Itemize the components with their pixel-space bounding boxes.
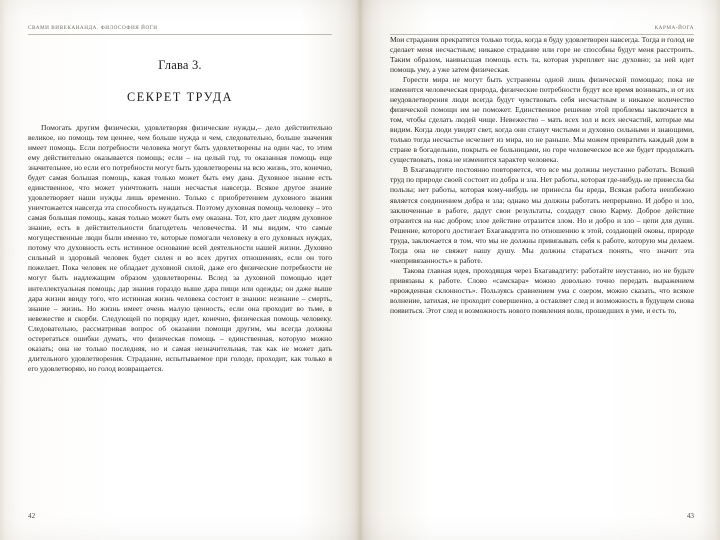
running-head-right: КАРМА-ЙОГА [654,25,694,31]
page-number-right: 43 [686,512,694,520]
body-text-left [28,123,332,374]
paragraph: Помогать другим физически, удовлетворяя физические нужды,– дело действительно великое, но помощь тем ценнее, чем больше нужда и чем, следовательно, больше значения имеет помощь. Если потребности человека могут быть удовлетворены на один час, то этим ему действительно оказывается помощь; если – на целый год, то оказанная помощь еще значительнее, но если его потребности могут быть удовлетворены на всю жизнь, это, конечно, будет самая большая помощь, какая только может быть ему дана. Духовное знание есть единственное, что может уничтожить наши несчастья навсегда. Всякое другое знание удовлетворяет наши нужды лишь временно. Только с приобретением духовного знания уничтожается навсегда эта способность нуждаться. Поэтому духовная помощь человеку – это самая большая помощь, какая только может быть ему оказана. Тот, кто дает людям духовное знание, есть в действительности благодетель человечества. И мы видим, что самые могущественные люди были именно те, которые помогали человеку в его духовных нуждах, потому что духовность есть истинное основание всей деятельности нашей жизни. Духовно сильный и здоровый человек будет силен и во всех других отношениях, если он того пожелает. Пока человек не обладает духовной силой, даже его физические потребности не могут быть надлежащим образом удовлетворены. Вслед за духовной помощью идет интеллектуальная помощь; дар знания гораздо выше дара пищи или одежды; он даже выше дара жизни ввиду того, что истинная жизнь человека состоит в знании: незнание – смерть, знание – жизнь. Но жизнь имеет очень малую ценность, если она проходит во тьме, в невежестве и скорби. Следующей по порядку идет, конечно, физическая помощь человеку. Следовательно, рассматривая вопрос об оказании помощи другим, мы всегда должны остерегаться ошибки думать, что физическая помощь – единственная, которую можно оказать; она не только последняя, но и самая незначительная, так как не может дать длительного удовлетворения. Страдание, испытываемое при голоде, проходит, как только я его удовлетворяю, но голод возвращается. [28,123,332,373]
chapter-number: Глава 3. [158,58,202,72]
chapter-title: СЕКРЕТ ТРУДА [126,90,234,104]
paragraph: Такова главная идея, проходящая через Бхагавадгиту: работайте неустанно, но не будьте привязаны к работе. Слово «самскара» можно довольно точно передать выражением «врожденная склонность». Пользуясь сравнением ума с озером, можно сказать, что всякое волнение, затихая, не проходит совершенно, а оставляет след и возможность в будущем снова появиться. Этот след и возможность нового появления волн, прошедших в уме, и есть то, [390,265,694,315]
paragraph: Мои страдания прекратятся только тогда, когда я буду удовлетворен навсегда. Тогда и голод не сделает меня несчастным; никакое страдание или горе не способны будут меня расстроить. Таким образом, наивысшая помощь есть та, которая укрепляет нас духовно; за ней идет помощь уму, а уже затем физическая. [390,35,694,75]
paragraph: В Бхагавадгите постоянно повторяется, что все мы должны неустанно работать. Всякий труд по природе своей состоит из добра и зла. Нет работы, которая где-нибудь не принесла бы пользы; нет работы, которая кому-нибудь не принесла бы вреда, Всякая работа неизбежно является соединением добра и зла; однако мы должны работать непрерывно. И добро и зло, заключенные в работе, дадут свои результаты, создадут свою Карму. Доброе действие отразится на нас добром; злое действие отразится злом. Но и добро и зло – цепи для души. Решение, которого достигает Бхагавадгита по отношению к этой, создающей оковы, природе труда, заключается в том, что мы не должны привязывать себя к работе, которую мы делаем. Тогда она не свяжет нашу душу. Мы должны стараться понять, что значит эта «непривязанность» к работе. [390,165,694,265]
paragraph: Горести мира не могут быть устранены одной лишь физической помощью; пока не изменится человеческая природа, физические потребности будут все время возникать, и от их неудовлетворения люди всегда будут чувствовать себя несчастным и никакое количество физической помощи им не поможет. Единственное решение этой проблемы заключается в том, чтобы сделать людей чище. Невежество – мать всех зол и всех несчастий, которые мы видим. Когда люди увидят свет, когда они станут чистыми и духовно сильными и знающими, только тогда несчастье исчезнет из мира, но не раньше. Мы можем превратить каждый дом в стране в богадельню, покрыть ее больницами, но горе человеческое все же будет продолжать существовать, пока не изменится характер человека. [390,75,694,165]
page-right [360,0,720,540]
header-rule-left [28,34,332,35]
running-head-left: СВАМИ ВИВЕКАНАНДА. ФИЛОСОФИЯ ЙОГИ [28,25,158,31]
page-number-left: 42 [28,512,36,520]
body-text-right [390,35,694,316]
